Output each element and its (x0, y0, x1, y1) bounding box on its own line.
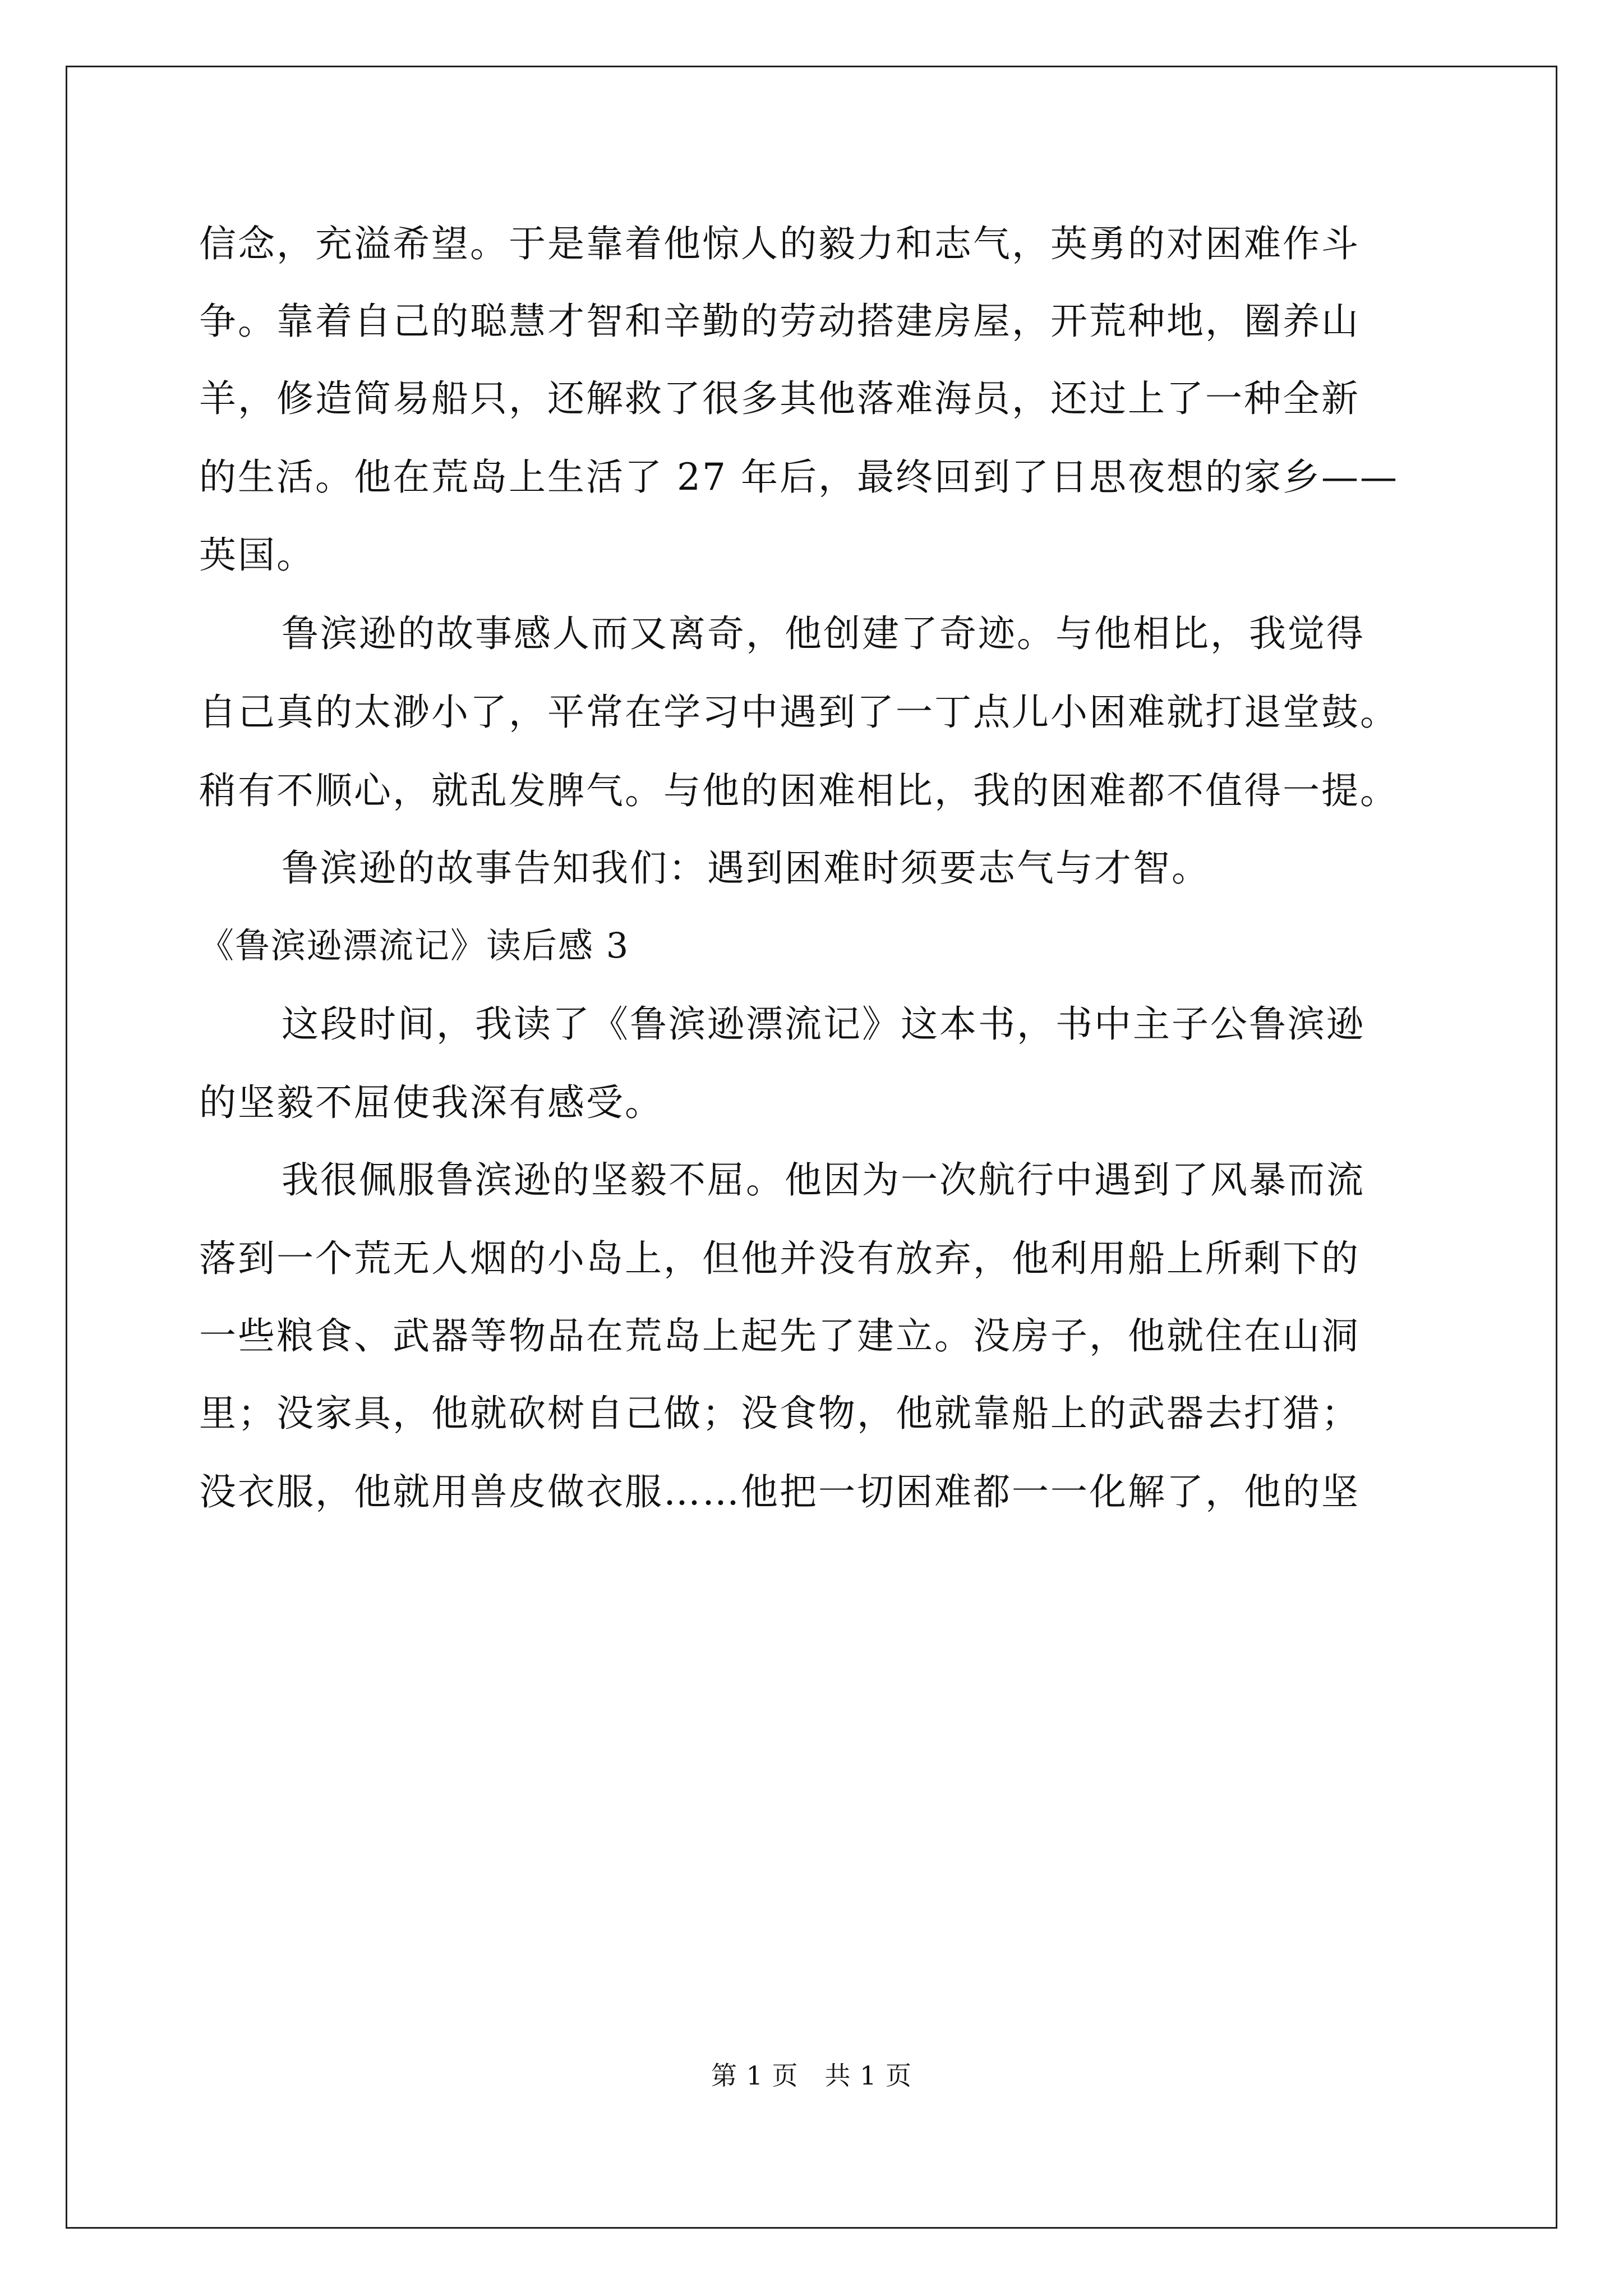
paragraph-start-line: 这段时间，我读了《鲁滨逊漂流记》这本书，书中主子公鲁滨逊 (282, 1002, 1365, 1046)
text-line: 争。靠着自己的聪慧才智和辛勤的劳动搭建房屋，开荒种地，圈养山 (199, 300, 1360, 343)
text-line: 一些粮食、武器等物品在荒岛上起先了建立。没房子，他就住在山洞 (199, 1314, 1360, 1358)
text-line: 信念，充溢希望。于是靠着他惊人的毅力和志气，英勇的对困难作斗 (199, 222, 1360, 265)
page-footer: 第 1 页 共 1 页 (711, 2060, 912, 2091)
paragraph-start-line: 我很佩服鲁滨逊的坚毅不屈。他因为一次航行中遇到了风暴而流 (282, 1158, 1365, 1202)
section-heading: 《鲁滨逊漂流记》读后感 3 (199, 925, 630, 966)
text-line: 英国。 (199, 533, 315, 577)
text-line: 稍有不顺心，就乱发脾气。与他的困难相比，我的困难都不值得一提。 (199, 769, 1399, 812)
text-line: 羊，修造简易船只，还解救了很多其他落难海员，还过上了一种全新 (199, 377, 1360, 420)
text-line: 里；没家具，他就砍树自己做；没食物，他就靠船上的武器去打猎； (199, 1392, 1360, 1435)
text-line: 的生活。他在荒岛上生活了 27 年后，最终回到了日思夜想的家乡—— (199, 455, 1399, 499)
paragraph-start-line: 鲁滨逊的故事告知我们：遇到困难时须要志气与才智。 (282, 846, 1210, 890)
text-line: 落到一个荒无人烟的小岛上，但他并没有放弃，他利用船上所剩下的 (199, 1237, 1360, 1280)
text-line: 没衣服，他就用兽皮做衣服……他把一切困难都一一化解了，他的坚 (199, 1470, 1360, 1513)
text-line: 的坚毅不屈使我深有感受。 (199, 1081, 663, 1124)
text-line: 自己真的太渺小了，平常在学习中遇到了一丁点儿小困难就打退堂鼓。 (199, 691, 1399, 734)
paragraph-start-line: 鲁滨逊的故事感人而又离奇，他创建了奇迹。与他相比，我觉得 (282, 612, 1365, 655)
